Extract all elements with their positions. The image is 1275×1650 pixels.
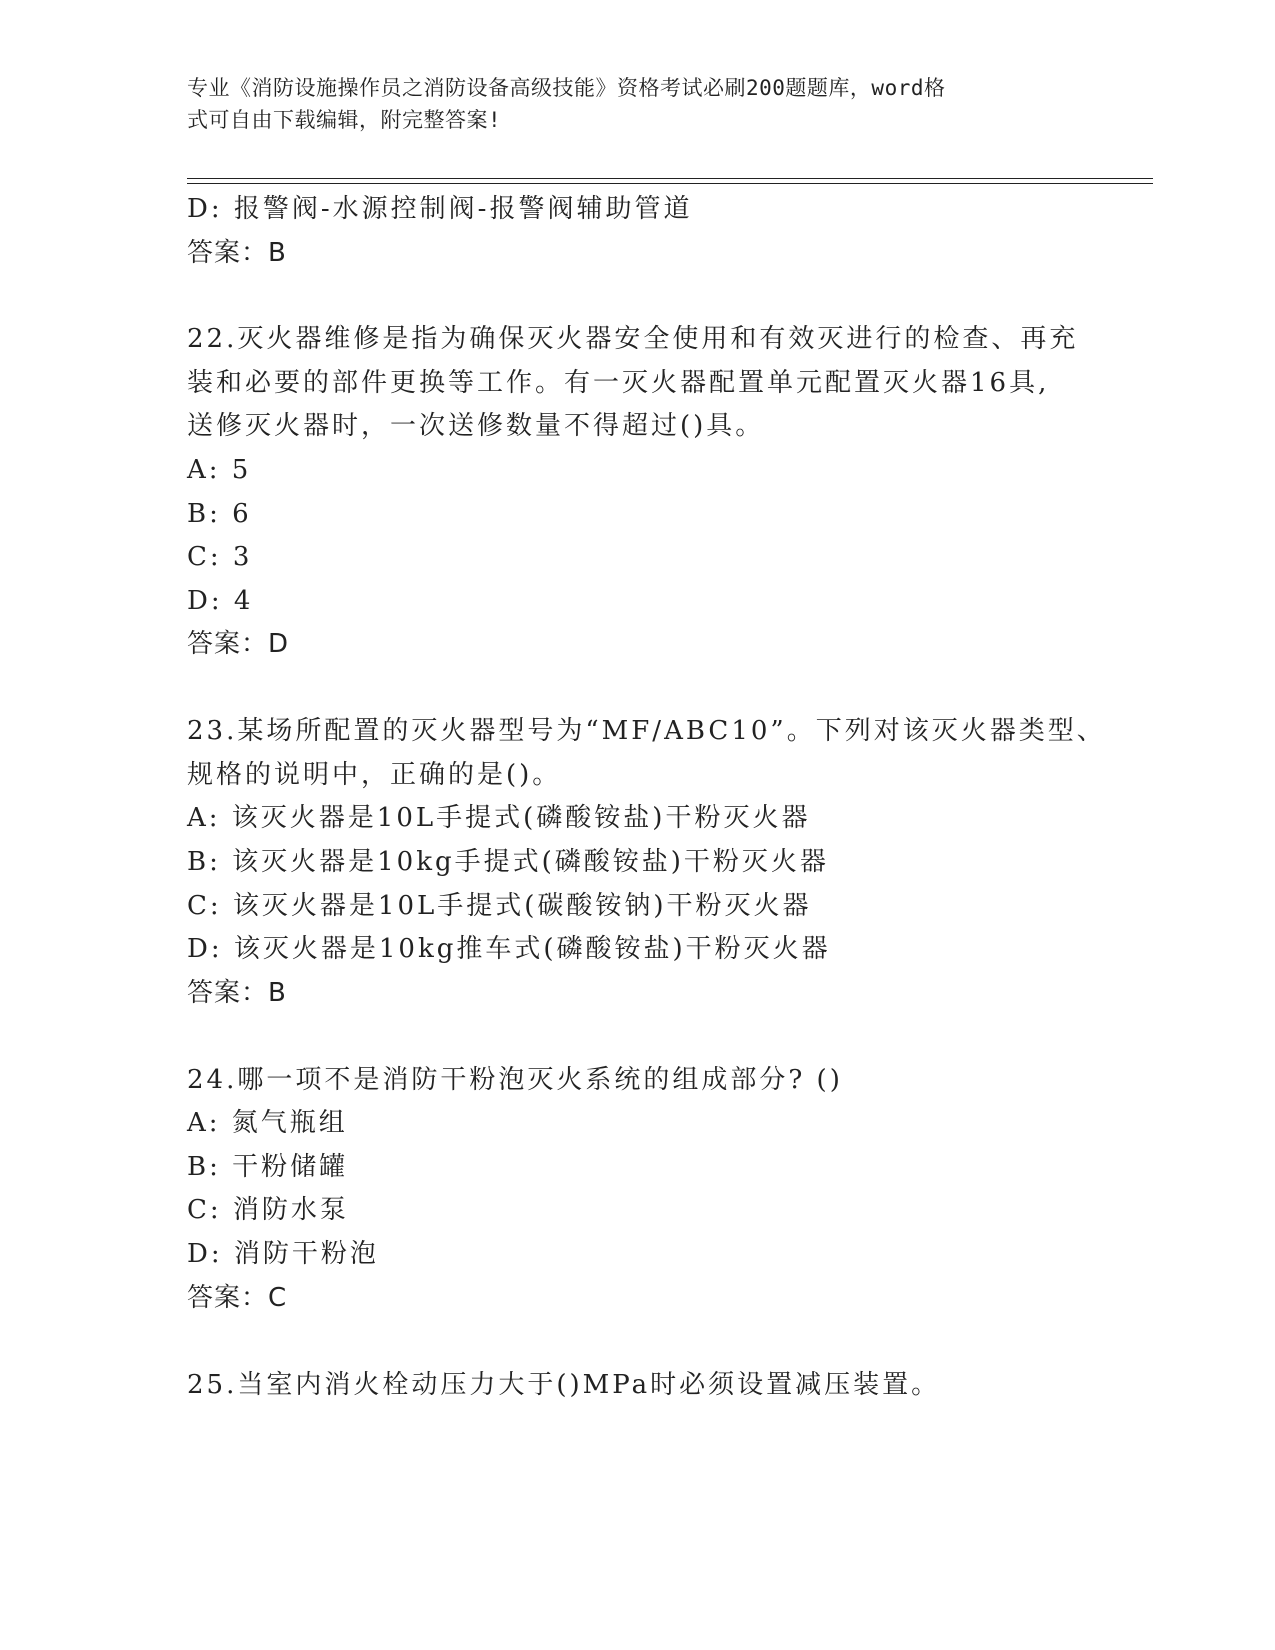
- q23-stem-line-2: 规格的说明中，正确的是()。: [187, 760, 562, 790]
- q24-option-d: D: 消防干粉泡: [187, 1239, 379, 1269]
- header-line-2: 式可自由下载编辑，附完整答案!: [187, 108, 502, 132]
- q25-stem-line-1: 25.当室内消火栓动压力大于()MPa时必须设置减压装置。: [187, 1370, 941, 1400]
- q24-option-a: A: 氮气瓶组: [187, 1108, 348, 1138]
- q23-option-c: C: 该灭火器是10L手提式(碳酸铵钠)干粉灭火器: [187, 891, 812, 921]
- q24-option-b: B: 干粉储罐: [187, 1152, 349, 1182]
- q22-option-c: C: 3: [187, 542, 253, 572]
- q24-answer: 答案：C: [187, 1283, 288, 1313]
- document-header: [187, 72, 1067, 136]
- q23-option-a: A: 该灭火器是10L手提式(磷酸铵盐)干粉灭火器: [187, 803, 811, 833]
- q22-stem-line-2: 装和必要的部件更换等工作。有一灭火器配置单元配置灭火器16具,: [187, 368, 1050, 398]
- q23-answer: 答案：B: [187, 978, 287, 1008]
- q22-option-d: D: 4: [187, 586, 254, 616]
- q24-stem-line-1: 24.哪一项不是消防干粉泡灭火系统的组成部分? (): [187, 1065, 843, 1095]
- q22-stem-line-3: 送修灭火器时，一次送修数量不得超过()具。: [187, 411, 765, 441]
- q23-stem-line-1: 23.某场所配置的灭火器型号为“MF/ABC10”。下列对该灭火器类型、: [187, 716, 1106, 746]
- q22-answer: 答案：D: [187, 629, 290, 659]
- q24-option-c: C: 消防水泵: [187, 1195, 349, 1225]
- q23-option-d: D: 该灭火器是10kg推车式(磷酸铵盐)干粉灭火器: [187, 934, 831, 964]
- q22-stem-line-1: 22.灭火器维修是指为确保灭火器安全使用和有效灭进行的检查、再充: [187, 324, 1079, 354]
- q21-answer: 答案：B: [187, 238, 287, 268]
- q22-option-b: B: 6: [187, 499, 252, 529]
- q22-option-a: A: 5: [187, 455, 252, 485]
- q23-option-b: B: 该灭火器是10kg手提式(磷酸铵盐)干粉灭火器: [187, 847, 829, 877]
- header-line-1: 专业《消防设施操作员之消防设备高级技能》资格考试必刷200题题库，word格: [187, 76, 946, 100]
- q21-option-d: D: 报警阀-水源控制阀-报警阀辅助管道: [187, 194, 693, 224]
- header-divider-bottom: [187, 183, 1153, 184]
- header-divider-top: [187, 178, 1153, 179]
